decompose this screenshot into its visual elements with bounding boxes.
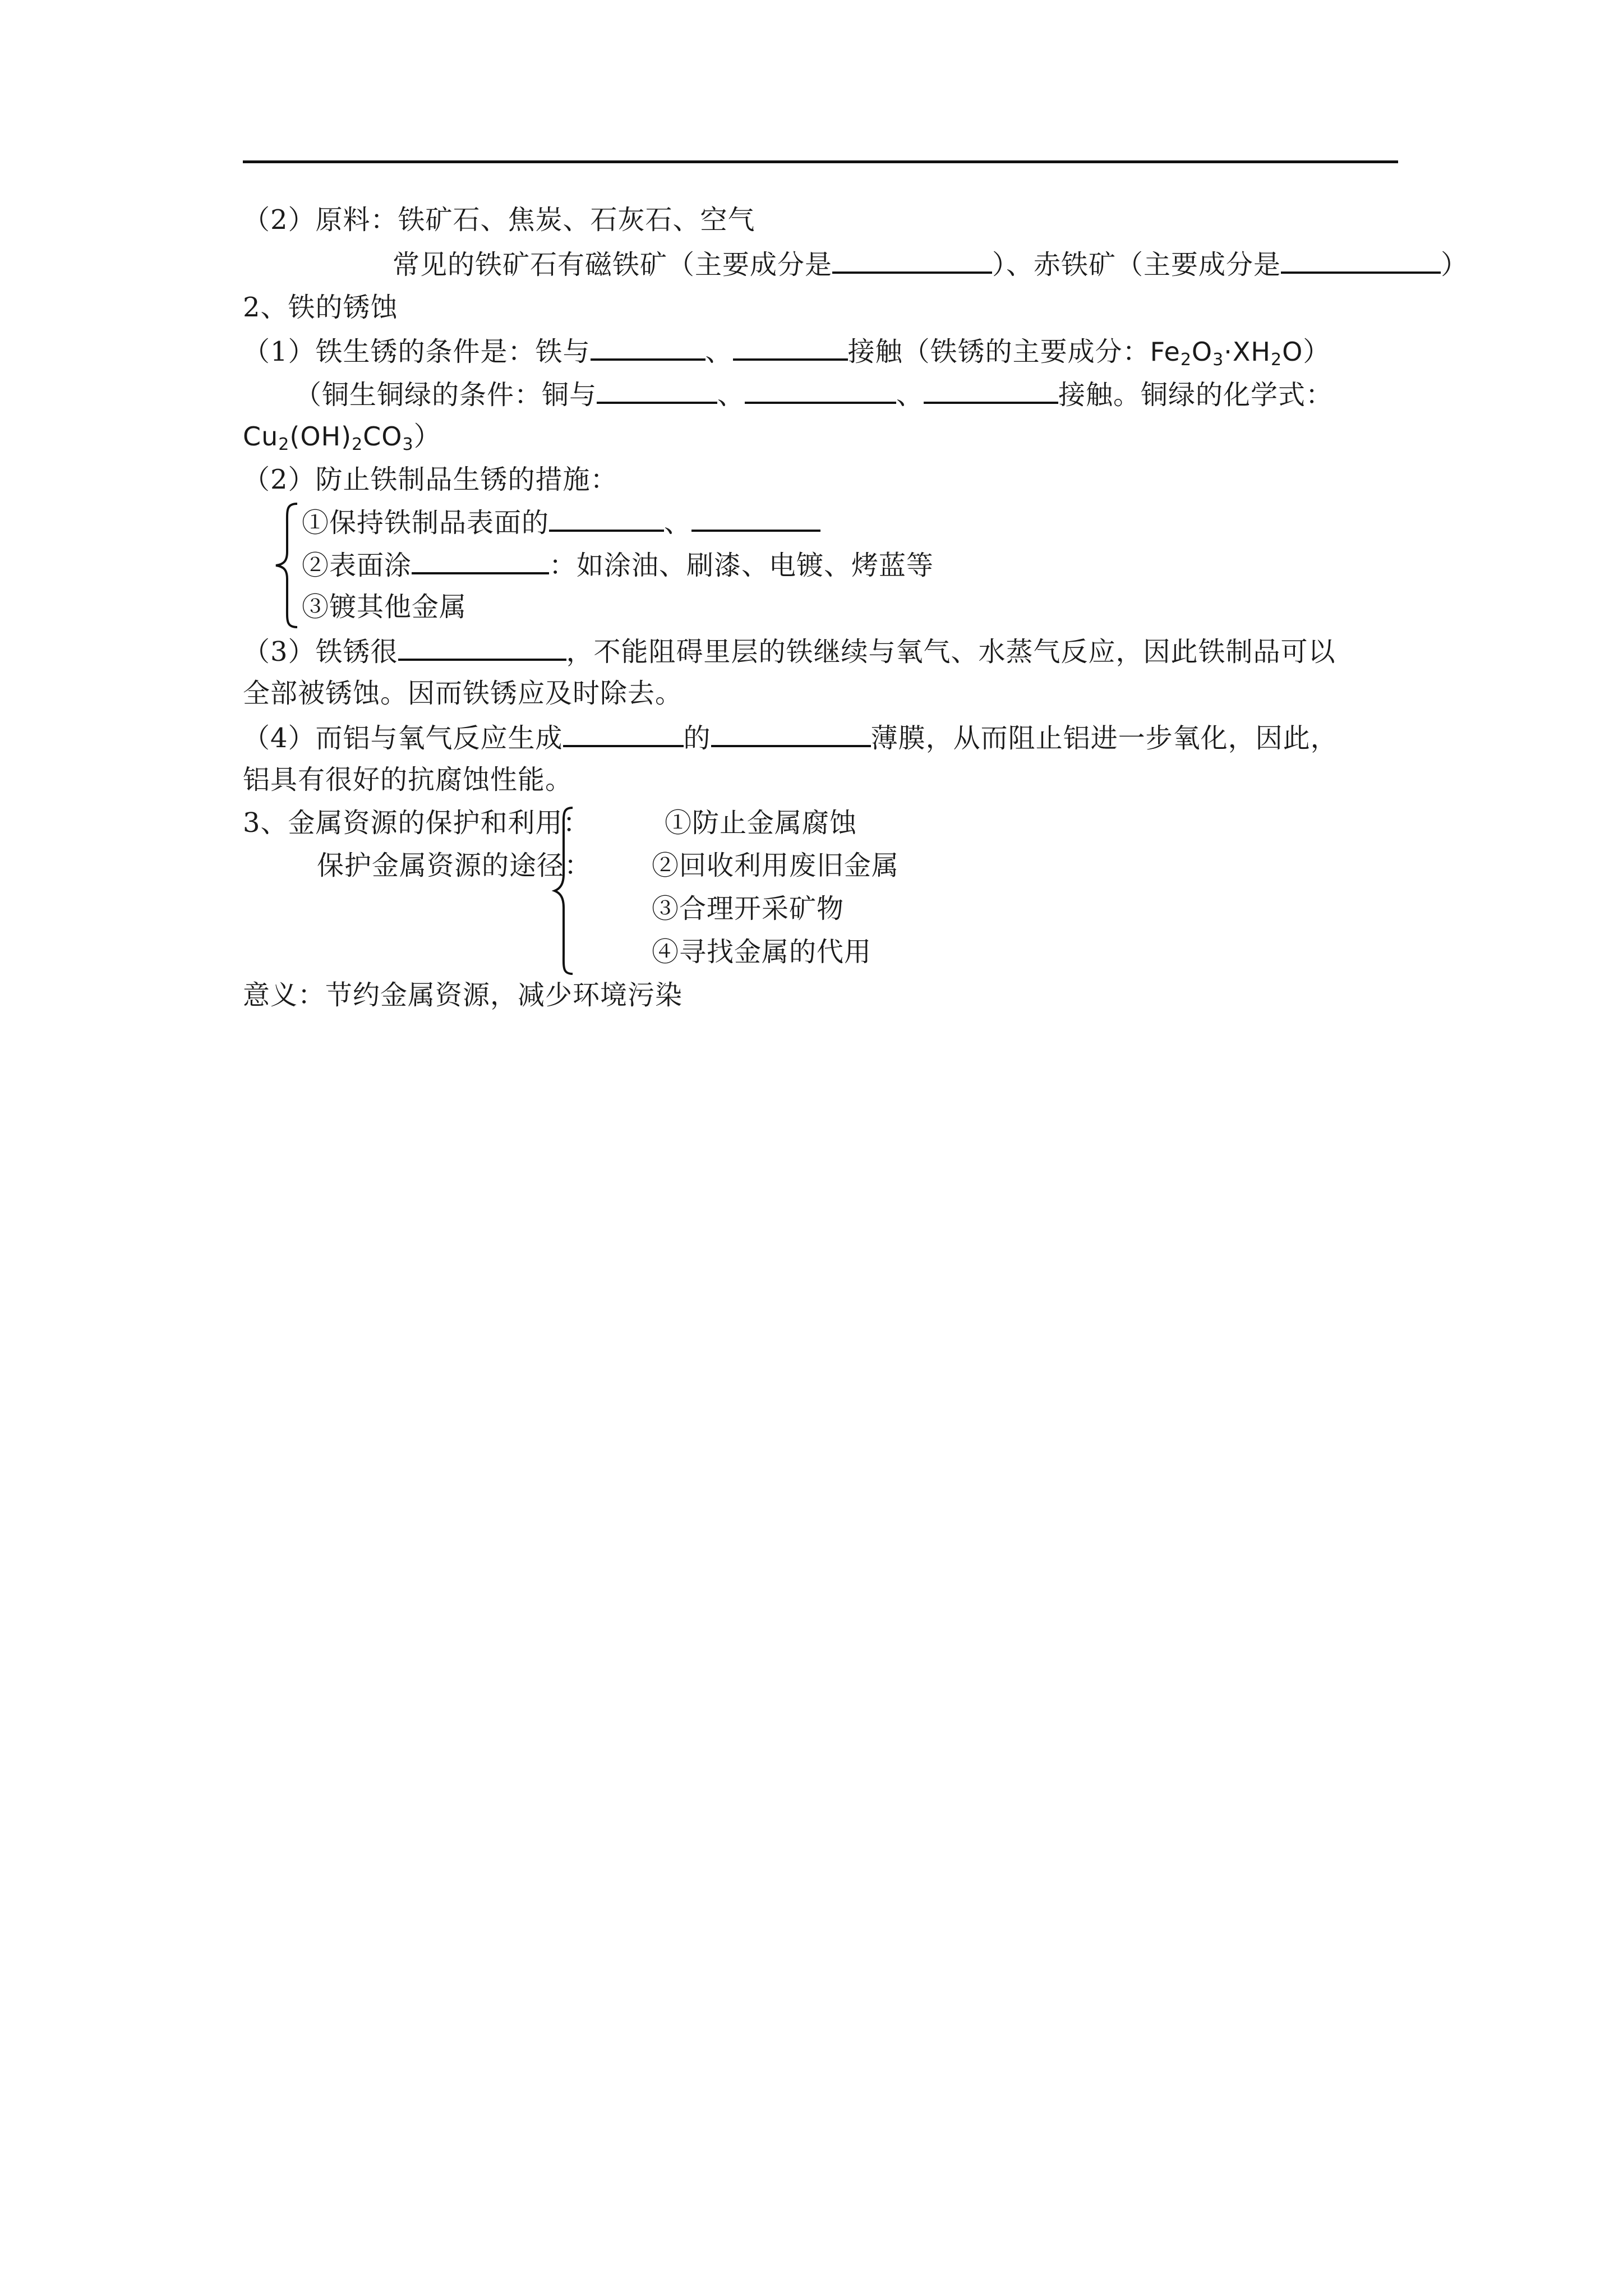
rust-conditions-line bbox=[243, 334, 1330, 369]
iron-ore-text-a: 常见的铁矿石有磁铁矿（主要成分是 bbox=[393, 249, 833, 280]
copper-condition-blank-3[interactable] bbox=[924, 377, 1058, 404]
separator: 、 bbox=[664, 507, 692, 539]
rust-loose-line bbox=[243, 634, 1336, 669]
protection-ways-label bbox=[317, 849, 592, 882]
measure-1-blank-2[interactable] bbox=[691, 505, 820, 532]
copper-green-formula-close: ） bbox=[413, 421, 441, 452]
section-2-heading bbox=[243, 291, 398, 324]
aluminum-conclusion-line bbox=[243, 763, 573, 797]
measure-2-blank[interactable] bbox=[412, 547, 549, 574]
aluminum-text-c: 薄膜，从而阻止铝进一步氧化，因此， bbox=[870, 723, 1338, 754]
measure-3-line bbox=[302, 590, 467, 624]
rust-loose-text-b: ，不能阻碍里层的铁继续与氧气、水蒸气反应，因此铁制品可以 bbox=[566, 636, 1336, 668]
copper-green-line bbox=[294, 377, 1333, 412]
protection-item-3 bbox=[652, 892, 844, 926]
measure-2-text-a: ②表面涂 bbox=[302, 550, 412, 581]
protection-brace bbox=[552, 807, 578, 975]
protection-item-1 bbox=[665, 806, 857, 840]
rust-conditions-text-a: （1）铁生锈的条件是：铁与 bbox=[243, 336, 591, 367]
protection-item-4 bbox=[652, 935, 872, 969]
rust-condition-blank-1[interactable] bbox=[591, 334, 706, 361]
separator: 、 bbox=[705, 336, 733, 367]
measure-1-line bbox=[302, 505, 820, 540]
aluminum-blank-1[interactable] bbox=[563, 720, 684, 747]
copper-green-text-a: （铜生铜绿的条件：铜与 bbox=[294, 379, 597, 411]
measure-3-text: ③镀其他金属 bbox=[302, 591, 467, 623]
separator: 、 bbox=[896, 379, 924, 411]
aluminum-conclusion-text: 铝具有很好的抗腐蚀性能。 bbox=[243, 764, 573, 795]
raw-materials-line bbox=[243, 203, 755, 237]
magnetite-blank[interactable] bbox=[832, 247, 992, 274]
rust-remove-line bbox=[243, 677, 683, 710]
section-3-heading bbox=[243, 806, 591, 840]
protection-item-2 bbox=[652, 849, 899, 882]
iron-ore-line bbox=[393, 247, 1468, 282]
protection-item-3-text: ③合理开采矿物 bbox=[652, 893, 845, 924]
protection-item-1-text: ①防止金属腐蚀 bbox=[665, 807, 857, 839]
rust-loose-text-a: （3）铁锈很 bbox=[243, 636, 398, 668]
significance-text: 意义：节约金属资源，减少环境污染 bbox=[243, 979, 683, 1011]
copper-green-formula-line bbox=[243, 420, 441, 453]
copper-condition-blank-2[interactable] bbox=[745, 377, 896, 404]
copper-condition-blank-1[interactable] bbox=[597, 377, 717, 404]
prevention-heading bbox=[243, 463, 618, 496]
section-3-title: 3、金属资源的保护和利用： bbox=[243, 807, 591, 839]
copper-green-text-d: 接触。铜绿的化学式： bbox=[1058, 379, 1334, 411]
significance-line bbox=[243, 978, 683, 1012]
rust-conditions-text-c: 接触（铁锈的主要成分： bbox=[847, 336, 1150, 367]
protection-ways-text: 保护金属资源的途径： bbox=[317, 850, 592, 881]
measure-2-text-b: ：如涂油、刷漆、电镀、烤蓝等 bbox=[549, 550, 934, 581]
rust-property-blank[interactable] bbox=[398, 634, 566, 661]
rust-formula: $Fe_2O_3\cdot XH_2O$ bbox=[1150, 337, 1303, 370]
rust-conditions-text-d: ） bbox=[1303, 336, 1331, 367]
measure-2-line bbox=[302, 547, 934, 582]
copper-green-formula: $Cu_2(OH)_2CO_3$ bbox=[243, 421, 414, 454]
iron-ore-text-c: ） bbox=[1441, 249, 1469, 280]
aluminum-blank-2[interactable] bbox=[711, 720, 871, 747]
rust-condition-blank-2[interactable] bbox=[733, 334, 848, 361]
raw-materials-text: （2）原料：铁矿石、焦炭、石灰石、空气 bbox=[243, 204, 755, 236]
rust-remove-text: 全部被锈蚀。因而铁锈应及时除去。 bbox=[243, 678, 683, 709]
header-rule bbox=[243, 160, 1398, 163]
prevention-brace bbox=[274, 503, 302, 629]
section-2-title: 2、铁的锈蚀 bbox=[243, 292, 398, 323]
separator: 、 bbox=[717, 379, 745, 411]
prevention-title: （2）防止铁制品生锈的措施： bbox=[243, 464, 618, 495]
aluminum-text-a: （4）而铝与氧气反应生成 bbox=[243, 723, 563, 754]
hematite-blank[interactable] bbox=[1281, 247, 1441, 274]
aluminum-text-b: 的 bbox=[683, 723, 711, 754]
measure-1-blank-1[interactable] bbox=[549, 505, 664, 532]
iron-ore-text-b: ）、赤铁矿（主要成分是 bbox=[992, 249, 1281, 280]
protection-item-4-text: ④寻找金属的代用 bbox=[652, 936, 872, 968]
aluminum-line bbox=[243, 720, 1338, 755]
measure-1-text: ①保持铁制品表面的 bbox=[302, 507, 550, 539]
protection-item-2-text: ②回收利用废旧金属 bbox=[652, 850, 900, 881]
